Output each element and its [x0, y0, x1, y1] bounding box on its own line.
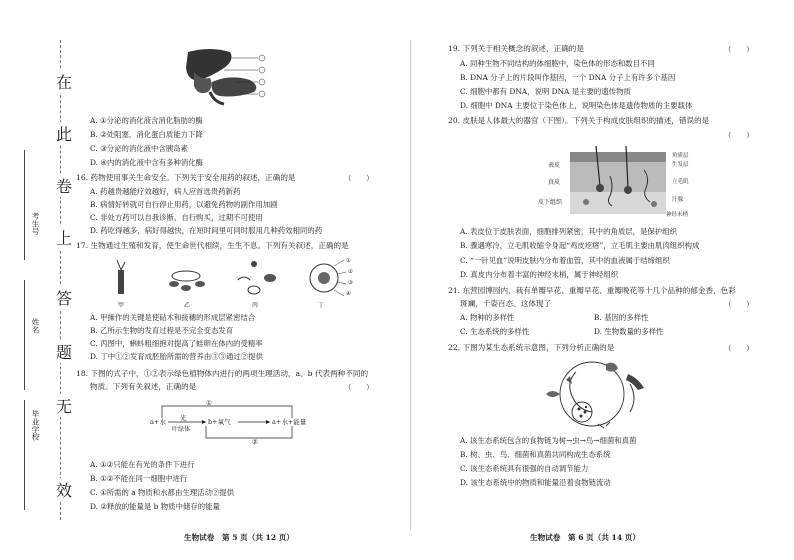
q20-option-c: C. “一针见血”说明皮肤内分布着血管，其中的血液属于结缔组织: [460, 256, 670, 265]
digestive-organs-figure: [180, 46, 280, 108]
q16-stem: 16. 药物使用事关生命安全。下列关于安全用药的叙述，正确的是: [76, 173, 296, 182]
q18-option-b: B. ①②不能在同一细胞中进行: [90, 474, 188, 483]
skin-label-basal-layer: 生发层: [672, 162, 689, 168]
q20-option-a: A. 表皮位于皮肤表面，细胞排列紧密，其中的角质层，是保护组织: [460, 227, 677, 236]
q18-eq-top-marker: ①: [206, 399, 212, 407]
q18-stem-line2: 物质。下列有关叙述，正确的是: [90, 382, 197, 391]
skin-structure-figure: [566, 146, 670, 218]
q17-fig-label-bing: 丙: [252, 302, 259, 309]
page-divider: [410, 40, 411, 530]
left-page-footer: 生物试卷 第 5 页（共 12 页）: [184, 533, 294, 542]
q16-option-b: B. 病情好转就可自行停止用药，以避免药物的副作用加剧: [90, 200, 278, 209]
q17-stem: 17. 生物通过生殖和发育，使生命世代相续，生生不息。下列有关叙述，正确的是: [76, 241, 349, 250]
binding-char: 此: [56, 122, 72, 145]
q15-option-d: D. ④内的消化液中含有多种消化酶: [90, 158, 204, 167]
binding-char: 效: [56, 478, 72, 501]
q18-option-d: D. ②释放的能量是 b 物质中储存的能量: [90, 502, 220, 511]
q18-option-c: C. ①所需的 a 物质和水都由生理活动②提供: [90, 488, 235, 497]
skin-label-epidermis: 表皮: [548, 162, 561, 169]
q19-option-a: A. 同种生物不同结构的体细胞中，染色体的形态和数目不同: [460, 59, 655, 68]
exam-no-label: 考生号: [31, 212, 40, 235]
q17-fig-label-ding: 丁: [318, 302, 325, 309]
skin-label-dermis: 真皮: [548, 179, 561, 186]
binding-char: 上: [56, 226, 72, 249]
binding-dashed-line: [60, 40, 61, 520]
binding-char: 无: [56, 394, 72, 417]
q21-option-a: A. 物种的多样性: [460, 313, 515, 322]
q22-answer-paren: （ ）: [724, 344, 754, 353]
right-page-footer: 生物试卷 第 6 页（共 14 页）: [530, 533, 640, 542]
q22-option-b: B. 树、虫、鸟、细菌和真菌共同构成生态系统: [460, 450, 611, 459]
q17-fig-num-3: ③: [348, 280, 353, 286]
skin-label-arrector-pili: 立毛肌: [672, 179, 689, 185]
binding-char: 题: [56, 340, 72, 363]
q21-answer-paren: （ ）: [724, 300, 754, 309]
q19-stem: 19. 下列关于相关概念的叙述，正确的是: [448, 44, 584, 53]
school-label: 毕业学校: [31, 410, 40, 441]
q19-answer-paren: （ ）: [724, 45, 754, 54]
skin-label-nerve-endings: 神经末梢: [666, 212, 689, 218]
q18-eq-left: a+水: [150, 418, 166, 426]
q15-option-a: A. ①分泌的消化液含消化脂肪的酶: [90, 116, 203, 125]
q18-stem-line1: 18. 下图的式子中，①②表示绿色植物体内进行的两项生理活动，a、b 代表两种不同的: [76, 369, 369, 378]
q18-eq-chloroplast: 叶绿体: [172, 426, 191, 433]
q16-answer-paren: （ ）: [344, 174, 374, 183]
q17-fig-num-2: ②: [348, 269, 353, 275]
q20-answer-paren: （ ）: [724, 131, 754, 140]
skin-label-stratum-corneum: 角质层: [672, 153, 689, 159]
q16-option-c: C. 非处方药可以自我诊断、自行购买，过期不可使用: [90, 213, 263, 222]
exam-no-underline: [24, 150, 25, 260]
q17-option-a: A. 甲操作的关键是使砧木和接穗的形成层紧密结合: [90, 313, 256, 322]
skin-label-hypodermis: 皮下组织: [538, 199, 563, 206]
q17-option-b: B. 乙所示生物的发育过程是不完全变态发育: [90, 326, 234, 335]
q22-option-c: C. 该生态系统具有很强的自动调节能力: [460, 464, 589, 473]
q17-fig-num-4: ④: [346, 291, 351, 297]
q18-option-a: A. ①②只能在有光的条件下进行: [90, 460, 195, 469]
q16-option-d: D. 药吃得越多，病好得越快，在短时间里可同时服用几种药效相同的药: [90, 226, 323, 235]
q16-option-a: A. 药越贵越能疗效越好，病人应首选贵药新药: [90, 187, 241, 196]
q17-option-d: D. 丁中①②发育成胚胎所需的营养由③③通过②提供: [90, 352, 263, 361]
q15-option-b: B. ②处阻塞，消化蛋白质能力下降: [90, 130, 203, 139]
q18-eq-bottom-marker: ②: [252, 438, 258, 446]
q17-fig-num-1: ①: [346, 258, 351, 264]
q20-stem: 20. 皮肤是人体最大的器官（下图）。下列关于构成皮肤组织的描述，错误的是: [448, 116, 710, 125]
q18-eq-right: a+水+能量: [272, 418, 307, 426]
q17-fig-label-yi: 乙: [184, 302, 191, 309]
q19-option-c: C. 细胞中都有 DNA，说明 DNA 是主要的遗传物质: [460, 87, 631, 96]
q21-option-c: C. 生态系统的多样性: [460, 327, 530, 336]
q22-option-d: D. 该生态系统中的物质和能量沿着食物链流动: [460, 478, 611, 487]
school-underline: [24, 400, 25, 510]
q21-stem-line2: 斑斓，千姿百态。这体现了: [460, 299, 552, 308]
q20-option-d: D. 真皮内分布着丰富的神经末梢，属于神经组织: [460, 270, 619, 279]
q15-option-c: C. ③分泌的消化液中含胰岛素: [90, 144, 189, 153]
ecosystem-figure: [536, 354, 660, 432]
q19-option-b: B. DNA 分子上的片段叫作基因，一个 DNA 分子上有许多个基因: [460, 73, 676, 82]
q18-eq-light: 光: [180, 414, 187, 422]
q21-option-b: B. 基因的多样性: [594, 313, 649, 322]
q20-option-b: B. 骤遇寒冷，立毛肌收缩令身起“鸡皮疙瘩”，立毛肌主要由肌肉组织构成: [460, 241, 700, 250]
skin-label-sweat-gland: 汗腺: [672, 197, 684, 203]
name-label: 姓名: [31, 318, 40, 334]
name-underline: [24, 280, 25, 390]
reproduction-figure: [112, 256, 352, 300]
q21-stem-line1: 21. 东营园博园内，栽有单瓣早花、重瓣早花、重瓣晚花等十几个品种的郁金香，色彩: [448, 286, 736, 295]
binding-char: 卷: [56, 174, 72, 197]
q17-fig-label-jia: 甲: [118, 302, 125, 309]
q18-answer-paren: （ ）: [344, 383, 374, 392]
binding-char: 在: [56, 70, 72, 93]
q22-option-a: A. 该生态系统包含的食物链为树→虫→鸟→细菌和真菌: [460, 436, 637, 445]
binding-char: 答: [56, 286, 72, 309]
q22-stem: 22. 下图为某生态系统示意图，下列分析正确的是: [448, 343, 615, 352]
q19-option-d: D. 细胞中 DNA 主要位于染色体上，说明染色体是遗传物质的主要载体: [460, 101, 693, 110]
q18-eq-middle: b+氧气: [208, 418, 231, 426]
q21-option-d: D. 生物数量的多样性: [594, 327, 664, 336]
q17-option-c: C. 丙图中，蝌蚪粗细抱对提高了蛙卵在体内的受精率: [90, 339, 263, 348]
